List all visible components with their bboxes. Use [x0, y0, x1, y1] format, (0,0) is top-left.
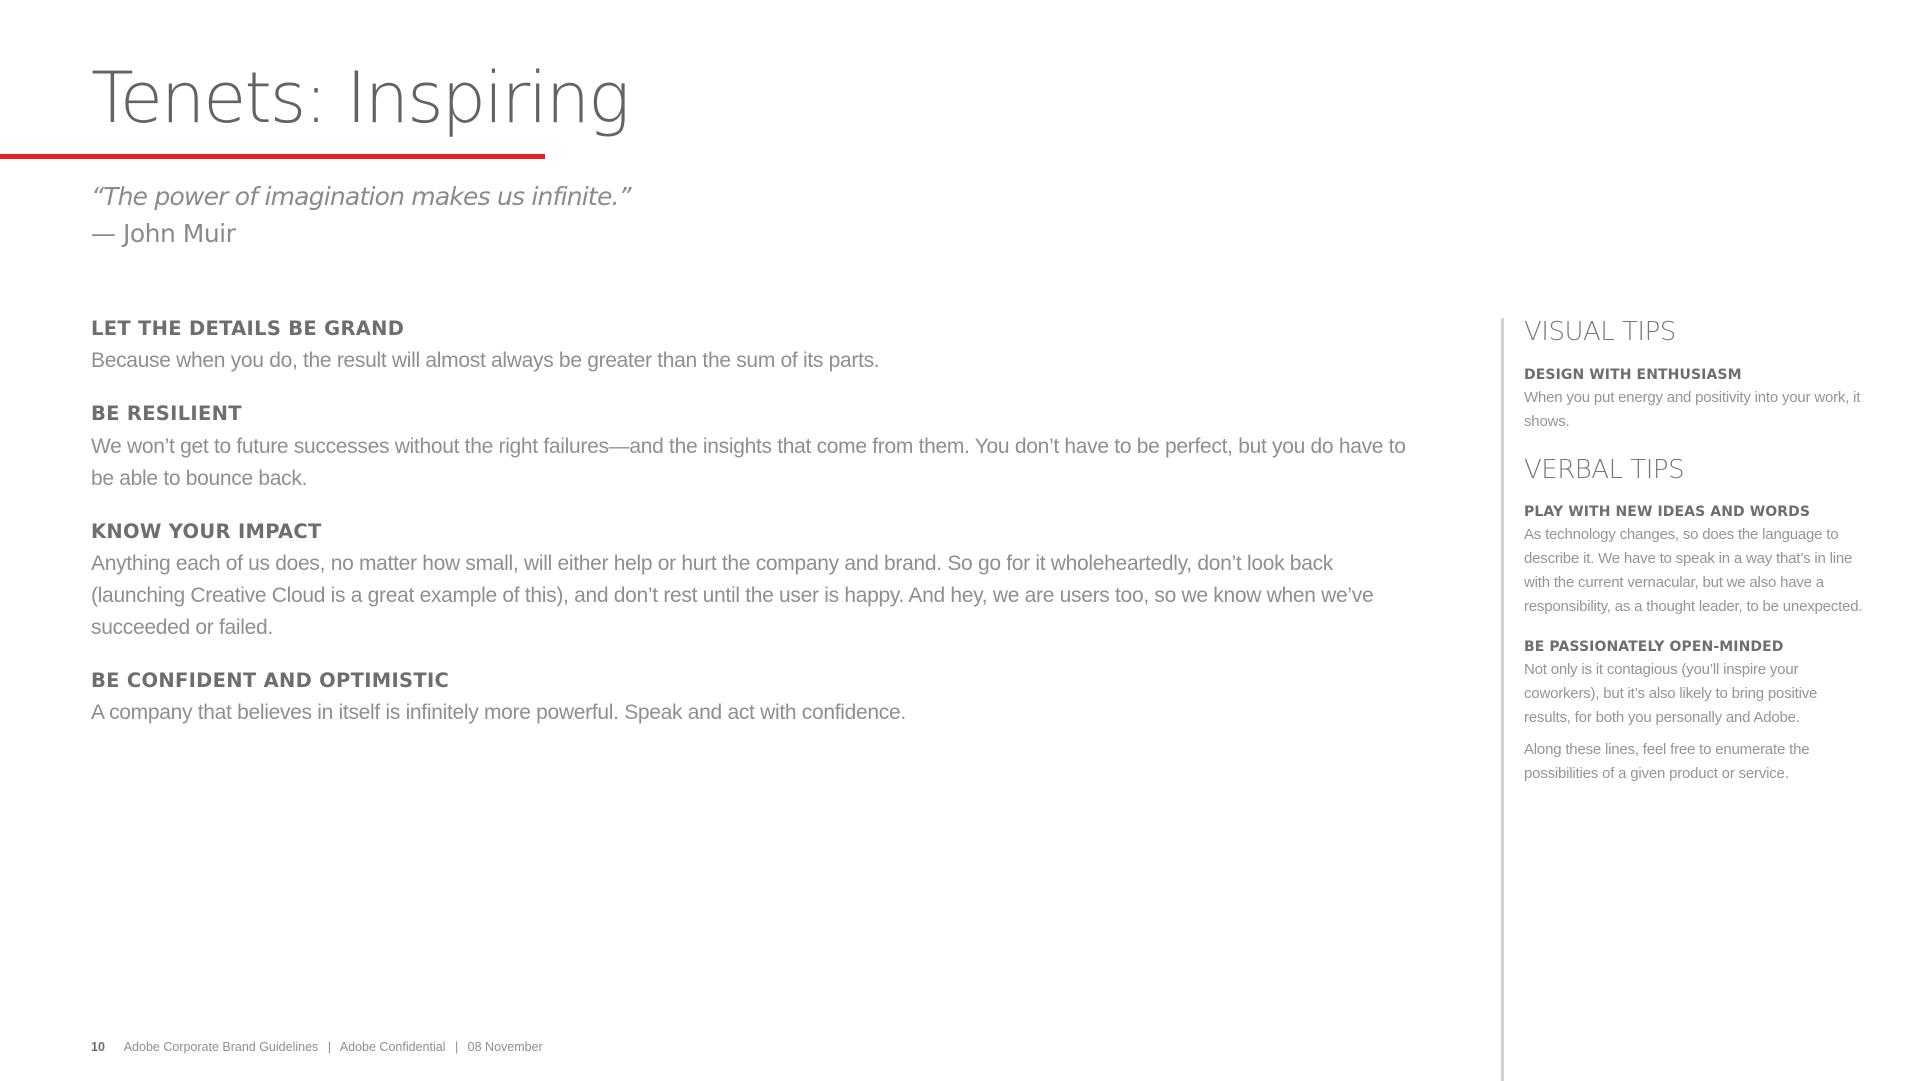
visual-tip-body: When you put energy and positivity into your work, it shows.: [1524, 388, 1861, 430]
verbal-tip-title: PLAY WITH NEW IDEAS AND WORDS: [1524, 504, 1811, 520]
page-footer: [91, 1040, 543, 1054]
tenet-item: [91, 316, 1411, 377]
tenet-heading: BE CONFIDENT AND OPTIMISTIC: [91, 669, 450, 693]
verbal-tip-body: Along these lines, feel free to enumerate the possibilities of a given product or service.: [1524, 741, 1810, 782]
page-title: Tenets: Inspiring: [91, 57, 629, 139]
quote-text: “The power of imagination makes us infinite.”: [91, 182, 631, 211]
verbal-tip-body: As technology changes, so does the language to describe it. We have to speak in a way that’s in line with the current vernacular, but we also have a responsibility, as a thought leader, to be unexpected.: [1524, 526, 1863, 615]
tenet-item: [91, 668, 1411, 729]
page-number: 10: [91, 1040, 105, 1054]
footer-doc-title: Adobe Corporate Brand Guidelines: [123, 1040, 319, 1054]
visual-tip-title: DESIGN WITH ENTHUSIASM: [1524, 366, 1742, 383]
quote-attribution: — John Muir: [91, 219, 236, 248]
tenet-heading: KNOW YOUR IMPACT: [91, 519, 322, 543]
tenet-body: Anything each of us does, no matter how small, will either help or hurt the company and brand. So go for it wholeheartedly, don’t look back (launching Creative Cloud is a great example of this), and don’t rest until the user is happy. And hey, we are users too, so we know when we’ve succeeded or failed.: [91, 552, 1374, 640]
footer-date: 08 November: [467, 1040, 543, 1054]
tenet-body: We won’t get to future successes without the right failures—and the insights that come from them. You don’t have to be perfect, but you do have to be able to bounce back.: [91, 434, 1406, 490]
verbal-tips-section: [1524, 454, 1864, 787]
verbal-tips-heading: VERBAL TIPS: [1524, 454, 1685, 485]
title-underline-rule: [0, 154, 545, 159]
tenet-body: A company that believes in itself is infinitely more powerful. Speak and act with confidence.: [91, 701, 906, 725]
tenet-item: [91, 519, 1411, 644]
footer-confidentiality: Adobe Confidential: [339, 1040, 446, 1054]
tips-sidebar: [1524, 316, 1864, 806]
tenets-list: [91, 316, 1411, 753]
sidebar-divider: [1501, 318, 1504, 1081]
tenet-heading: LET THE DETAILS BE GRAND: [91, 317, 405, 340]
visual-tips-section: [1524, 316, 1864, 434]
verbal-tip-body: Not only is it contagious (you’ll inspire your coworkers), but it’s also likely to bring positive results, for both you personally and Adobe.: [1524, 661, 1818, 726]
footer-separator: |: [327, 1040, 332, 1054]
footer-separator: |: [454, 1040, 459, 1054]
tenet-heading: BE RESILIENT: [91, 402, 242, 426]
visual-tips-heading: VISUAL TIPS: [1524, 317, 1676, 347]
tenet-body: Because when you do, the result will almost always be greater than the sum of its parts.: [91, 349, 880, 373]
verbal-tip-title: BE PASSIONATELY OPEN-MINDED: [1524, 639, 1784, 655]
tenet-item: [91, 401, 1411, 494]
